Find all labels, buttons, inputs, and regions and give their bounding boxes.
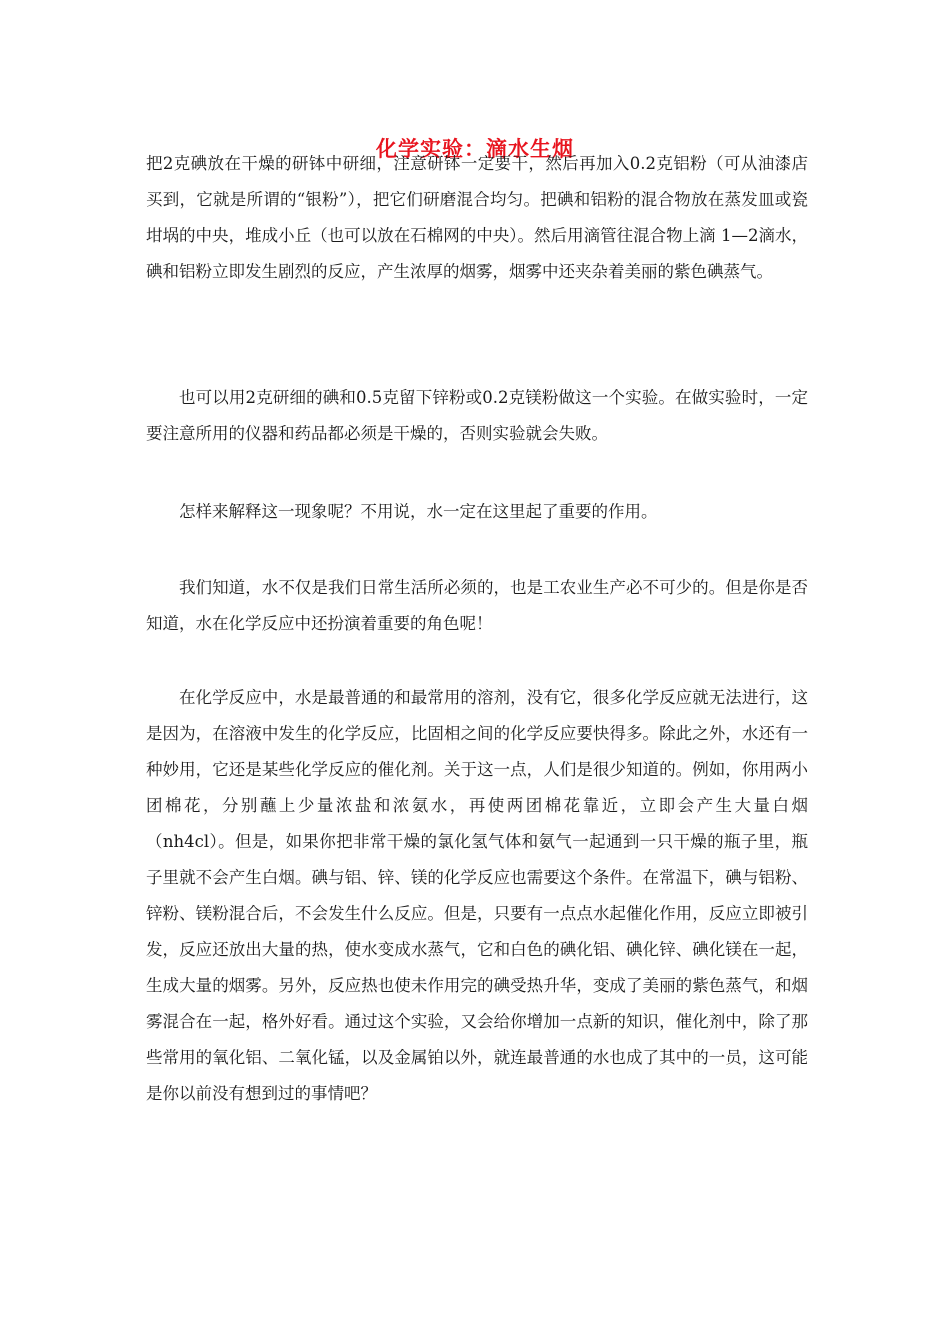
paragraph-procedure: 把2克碘放在干燥的研钵中研细，注意研钵一定要干，然后再加入0.2克铝粉（可从油漆店买到，它就是所谓的“银粉”），把它们研磨混合均匀。把碘和铝粉的混合物放在蒸发皿或瓷坩埚的中央，堆成小丘（也可以放在石棉网的中央）。然后用滴管往混合物上滴 1—2滴水，碘和铝粉立即发生剧烈的反应，产生浓厚的烟雾，烟雾中还夹杂着美丽的紫色碘蒸气。 — [146, 154, 808, 281]
paragraph-water-role: 我们知道，水不仅是我们日常生活所必须的，也是工农业生产必不可少的。但是你是否知道，水在化学反应中还扮演着重要的角色呢！ — [146, 578, 808, 633]
paragraph-question: 怎样来解释这一现象呢？不用说，水一定在这里起了重要的作用。 — [179, 502, 658, 521]
paragraph-explanation: 在化学反应中，水是最普通的和最常用的溶剂，没有它，很多化学反应就无法进行，这是因为，在溶液中发生的化学反应，比固相之间的化学反应要快得多。除此之外，水还有一种妙用，它还是某些化学反应的催化剂。关于这一点，人们是很少知道的。例如，你用两小团棉花，分别蘸上少量浓盐和浓氨水，再使两团棉花靠近，立即会产生大量白烟（nh4cl）。但是，如果你把非常干燥的氯化氢气体和氨气一起通到一只干燥的瓶子里，瓶子里就不会产生白烟。碘与铝、锌、镁的化学反应也需要这个条件。在常温下，碘与铝粉、锌粉、镁粉混合后，不会发生什么反应。但是，只要有一点点水起催化作用，反应立即被引发，反应还放出大量的热，使水变成水蒸气，它和白色的碘化铝、碘化锌、碘化镁在一起，生成大量的烟雾。另外，反应热也使未作用完的碘受热升华，变成了美丽的紫色蒸气，和烟雾混合在一起，格外好看。通过这个实验，又会给你增加一点新的知识，催化剂中，除了那些常用的氧化铝、二氧化锰，以及金属铂以外，就连最普通的水也成了其中的一员，这可能是你以前没有想到过的事情吧？ — [146, 688, 808, 1103]
document-title: 化学实验：滴水生烟 — [376, 137, 574, 162]
paragraph-alternative: 也可以用2克研细的碘和0.5克留下锌粉或0.2克镁粉做这一个实验。在做实验时，一定要注意所用的仪器和药品都必须是干燥的，否则实验就会失败。 — [146, 388, 808, 443]
